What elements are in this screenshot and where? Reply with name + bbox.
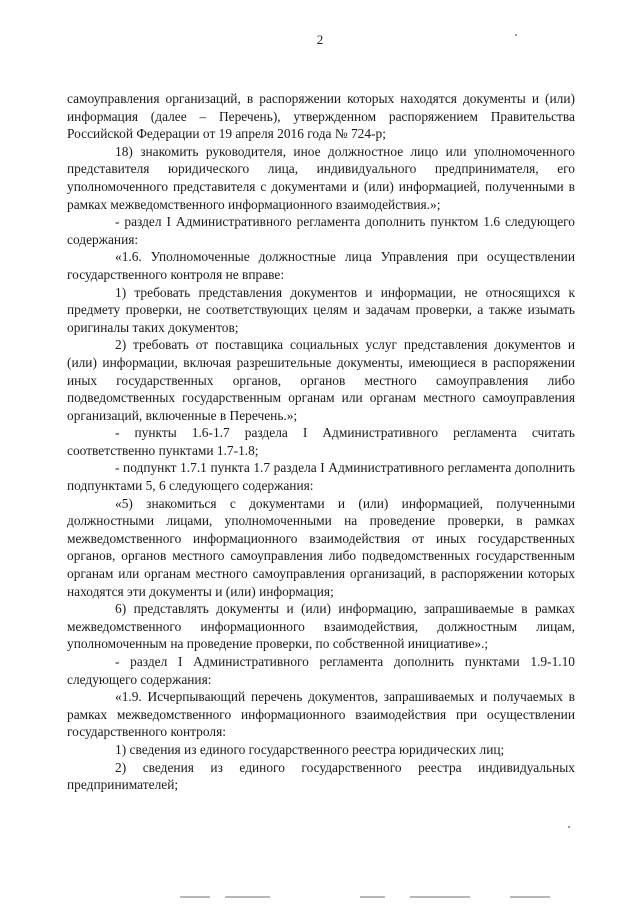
paragraph: 1) сведения из единого государственного реестра юридических лиц; xyxy=(115,741,505,757)
paragraph: 1) требовать представления документов и информации, не относящихся к предмету проверки, не соответствующих целям и задачам проверки, а также изымать оригиналы таких документов; xyxy=(67,284,575,335)
scan-speck xyxy=(568,826,570,828)
scan-speck xyxy=(515,34,517,36)
paragraph: - раздел I Административного регламента дополнить пунктами 1.9-1.10 следующего содержания: xyxy=(67,654,575,687)
paragraph: 2) требовать от поставщика социальных услуг представления документов и (или) информации, включая разрешительные документы, имеющиеся в распоряжении иных государственных органов, органов местного самоуправления либо подведомственных государственным органам или органам местного самоуправления организаций, включенные в Перечень.»; xyxy=(67,337,575,423)
scan-edge-marks xyxy=(180,896,580,900)
paragraph: «5) знакомиться с документами и (или) информацией, полученными должностными лицами, уполномоченными на проведение проверки, в рамках межведомственного информационного взаимодействия от иных государственных органов, органов местного самоуправления либо подведомственных государственным органам или органам местного самоуправления организаций, в распоряжении которых находятся эти документы и (или) информация; xyxy=(67,495,575,599)
paragraph: 2) сведения из единого государственного реестра индивидуальных предпринимателей; xyxy=(67,759,575,793)
paragraph: «1.6. Уполномоченные должностные лица Управления при осуществлении государственного контроля не вправе: xyxy=(67,249,575,282)
paragraph: - раздел I Административного регламента дополнить пунктом 1.6 следующего содержания: xyxy=(67,214,575,247)
paragraph: 6) представлять документы и (или) информацию, запрашиваемые в рамках межведомственного информационного взаимодействия, должностным лицам, уполномоченным на проведение проверки, по собственной инициативе».; xyxy=(67,601,575,652)
paragraph: «1.9. Исчерпывающий перечень документов, запрашиваемых и получаемых в рамках межведомственного информационного взаимодействия при осуществлении государственного контроля: xyxy=(67,689,575,740)
page-number: 2 xyxy=(316,32,324,47)
paragraph: самоуправления организаций, в распоряжении которых находятся документы и (или) информация (далее – Перечень), утвержденном распоряжением Правительства Российской Федерации от 19 апреля 2016 года № 724-р; xyxy=(67,91,575,142)
paragraph: 18) знакомить руководителя, иное должностное лицо или уполномоченного представителя юридического лица, индивидуального предпринимателя, его уполномоченного представителя с документами и (или) информацией, полученными в рамках межведомственного информационного взаимодействия.»; xyxy=(67,143,575,212)
paragraph: - подпункт 1.7.1 пункта 1.7 раздела I Административного регламента дополнить подпунктами 5, 6 следующего содержания: xyxy=(67,460,575,494)
document-body xyxy=(67,90,575,794)
paragraph: - пункты 1.6-1.7 раздела I Административного регламента считать соответственно пунктами 1.7-1.8; xyxy=(67,425,575,458)
